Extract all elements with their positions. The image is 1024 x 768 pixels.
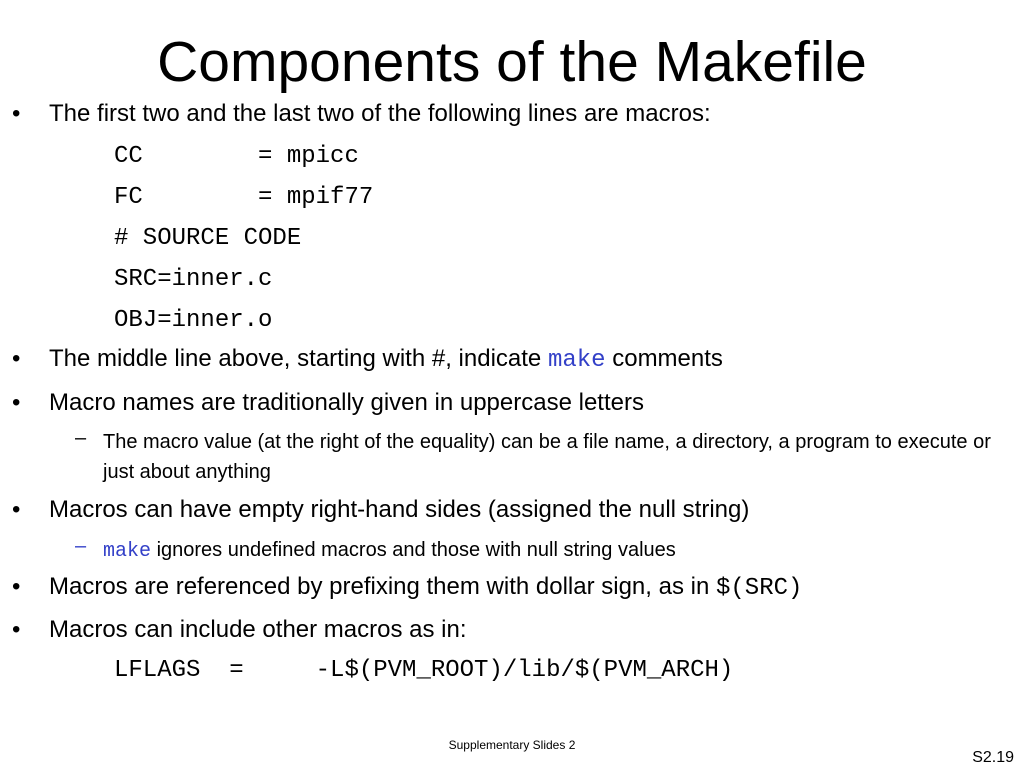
code-line: CC = mpicc: [114, 143, 359, 170]
sub-bullet-marker: –: [75, 427, 87, 449]
bullet-marker: •: [12, 496, 21, 523]
bullet-text: [49, 345, 723, 374]
code-line: FC = mpif77: [114, 184, 374, 211]
bullet-marker: •: [12, 100, 21, 127]
sub-bullet-text: [103, 535, 993, 567]
bullet-text-pre: Macros are referenced by prefixing them with dollar sign, as in: [49, 573, 716, 600]
code-line: # SOURCE CODE: [114, 225, 302, 252]
code-line: OBJ=inner.o: [114, 307, 273, 334]
bullet-text: Macro names are traditionally given in uppercase letters: [49, 389, 644, 416]
bullet-text: Macros can include other macros as in:: [49, 616, 467, 643]
bullet-marker: •: [12, 345, 21, 372]
bullet-text-pre: The middle line above, starting with #, indicate: [49, 345, 548, 372]
slide-title: Components of the Makefile: [157, 30, 867, 94]
inline-code-make: make: [103, 540, 152, 563]
bullet-text: The first two and the last two of the following lines are macros:: [49, 100, 711, 127]
bullet-marker: •: [12, 573, 21, 600]
slide-number: S2.19: [972, 749, 1014, 766]
sub-bullet-text-post: ignores undefined macros and those with null string values: [151, 539, 676, 561]
slide-footer: Supplementary Slides 2: [448, 738, 576, 752]
bullet-text: [49, 573, 802, 602]
sub-bullet-marker: –: [75, 535, 87, 557]
inline-code-src: $(SRC): [715, 575, 803, 602]
inline-code-make: make: [547, 347, 606, 374]
code-line: SRC=inner.c: [114, 266, 273, 293]
bullet-text: Macros can have empty right-hand sides (assigned the null string): [49, 496, 750, 523]
bullet-marker: •: [12, 389, 21, 416]
bullet-text-post: comments: [605, 345, 723, 372]
sub-bullet-text: The macro value (at the right of the equality) can be a file name, a directory, a program to execute or just about anything: [103, 431, 991, 483]
bullet-marker: •: [12, 616, 21, 643]
code-line: LFLAGS = -L$(PVM_ROOT)/lib/$(PVM_ARCH): [114, 657, 734, 684]
sub-bullet-item: [0, 427, 1024, 489]
